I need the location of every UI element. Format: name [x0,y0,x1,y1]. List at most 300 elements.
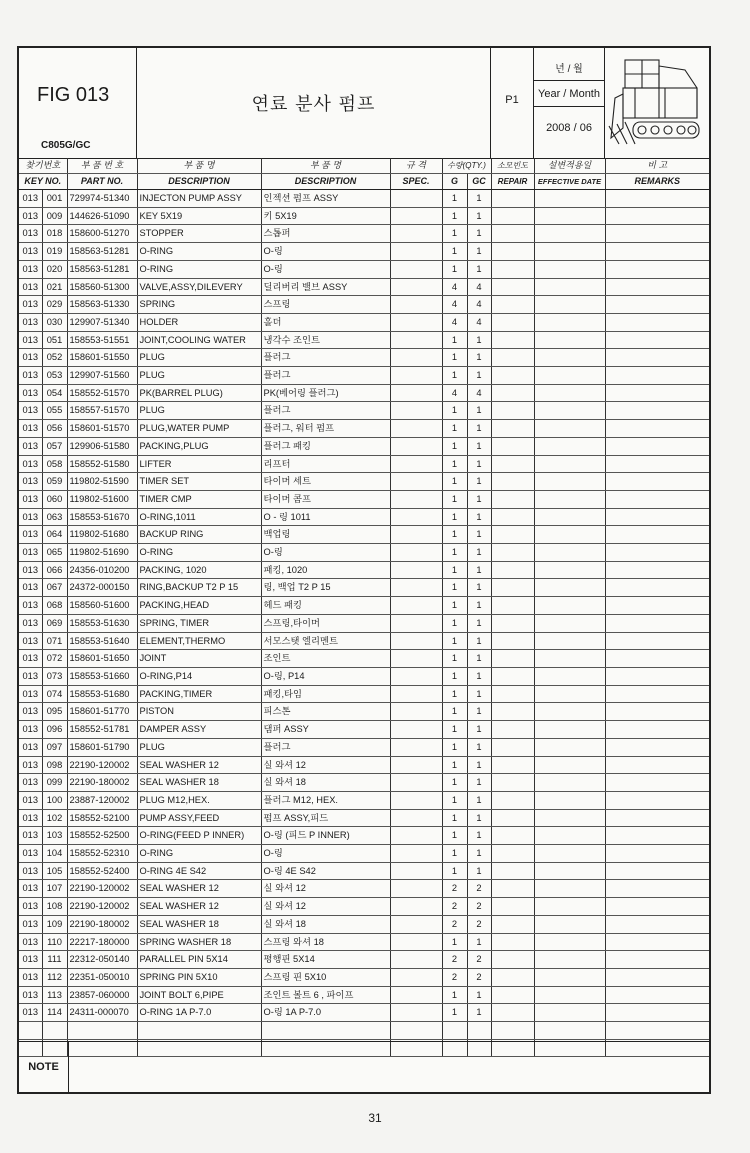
effective-date [534,667,605,685]
part-number: 158553-51551 [67,331,137,349]
description-en: PACKING,HEAD [137,597,261,615]
description-en: JOINT [137,650,261,668]
spec [390,809,442,827]
repair [491,207,534,225]
effective-date [534,968,605,986]
key-number: 072 [42,650,67,668]
qty-gc: 4 [467,313,491,331]
qty-g: 4 [442,296,467,314]
qty-gc: 1 [467,561,491,579]
key-group: 013 [19,526,42,544]
effective-date [534,190,605,208]
col-part-no-ko: 부 품 번 호 [67,158,137,174]
table-row [19,490,709,508]
description-en: LIFTER [137,455,261,473]
remarks [605,207,709,225]
remarks [605,331,709,349]
effective-date [534,490,605,508]
col-qty-ko: 수량(QTY.) [442,158,491,174]
key-group: 013 [19,561,42,579]
qty-g: 1 [442,544,467,562]
part-number: 144626-51090 [67,207,137,225]
table-row [19,721,709,739]
repair [491,915,534,933]
description-en: PLUG [137,402,261,420]
key-group: 013 [19,207,42,225]
remarks [605,614,709,632]
machine-illustration [605,48,709,158]
description-en: O-RING [137,544,261,562]
key-group: 013 [19,544,42,562]
description-en: HOLDER [137,313,261,331]
description-ko: 백업링 [261,526,390,544]
spec [390,384,442,402]
key-number: 064 [42,526,67,544]
repair [491,455,534,473]
effective-date [534,862,605,880]
qty-gc: 1 [467,614,491,632]
key-number: 065 [42,544,67,562]
year-month-cell [534,48,605,158]
spec [390,951,442,969]
effective-date [534,597,605,615]
part-number: 22190-180002 [67,915,137,933]
key-group: 013 [19,933,42,951]
key-group: 013 [19,243,42,261]
effective-date [534,1022,605,1040]
table-row [19,243,709,261]
qty-gc: 2 [467,915,491,933]
key-number: 068 [42,597,67,615]
effective-date [534,827,605,845]
col-key-en: KEY NO. [19,174,67,190]
qty-g: 1 [442,597,467,615]
key-group [19,1022,42,1040]
qty-gc: 1 [467,650,491,668]
description-ko: 플러그 [261,349,390,367]
qty-g: 2 [442,951,467,969]
qty-g: 1 [442,845,467,863]
key-number: 096 [42,721,67,739]
qty-gc: 2 [467,898,491,916]
description-en: PLUG,WATER PUMP [137,420,261,438]
spec [390,738,442,756]
col-desc-en: DESCRIPTION [137,174,261,190]
remarks [605,190,709,208]
col-desc-ko: 부 품 명 [137,158,261,174]
key-number: 114 [42,1004,67,1022]
description-en: TIMER CMP [137,490,261,508]
table-row [19,862,709,880]
qty-g: 1 [442,933,467,951]
table-row [19,349,709,367]
spec [390,898,442,916]
spec [390,968,442,986]
effective-date [534,402,605,420]
spec [390,367,442,385]
spec [390,597,442,615]
key-number: 113 [42,986,67,1004]
description-ko: 패킹, 1020 [261,561,390,579]
description-en: SEAL WASHER 12 [137,880,261,898]
key-number: 058 [42,455,67,473]
effective-date [534,260,605,278]
description-ko: 플러그, 워터 펌프 [261,420,390,438]
key-number: 055 [42,402,67,420]
repair [491,738,534,756]
key-group: 013 [19,367,42,385]
description-en: INJECTON PUMP ASSY [137,190,261,208]
description-en: KEY 5X19 [137,207,261,225]
description-ko: 조인트 [261,650,390,668]
remarks [605,827,709,845]
description-ko: 실 와셔 12 [261,898,390,916]
qty-gc: 1 [467,526,491,544]
effective-date [534,296,605,314]
key-group: 013 [19,968,42,986]
key-number: 057 [42,437,67,455]
qty-g: 1 [442,774,467,792]
key-group: 013 [19,721,42,739]
description-en: SPRING, TIMER [137,614,261,632]
repair [491,650,534,668]
description-en: STOPPER [137,225,261,243]
table-row [19,402,709,420]
key-group: 013 [19,579,42,597]
part-number: 129906-51580 [67,437,137,455]
note-label: NOTE [19,1042,69,1093]
effective-date [534,225,605,243]
table-row [19,809,709,827]
remarks [605,420,709,438]
part-number: 119802-51690 [67,544,137,562]
repair [491,508,534,526]
effective-date [534,278,605,296]
description-en: PLUG M12,HEX. [137,791,261,809]
table-row [19,437,709,455]
qty-g [442,1022,467,1040]
effective-date [534,420,605,438]
description-en: SPRING PIN 5X10 [137,968,261,986]
part-number: 729974-51340 [67,190,137,208]
description-ko: O-링 1A P-7.0 [261,1004,390,1022]
spec [390,862,442,880]
qty-gc: 1 [467,579,491,597]
qty-gc: 1 [467,331,491,349]
assembly-title: 연료 분사 펌프 [251,94,376,115]
table-row [19,296,709,314]
description-en: O-RING [137,243,261,261]
description-ko: O-링 [261,243,390,261]
description-ko: 실 와셔 12 [261,880,390,898]
remarks [605,933,709,951]
qty-gc: 1 [467,827,491,845]
qty-gc [467,1022,491,1040]
spec [390,1022,442,1040]
remarks [605,526,709,544]
key-group: 013 [19,296,42,314]
col-qty-gc-en: GC [467,174,491,190]
repair [491,685,534,703]
key-number: 051 [42,331,67,349]
qty-g: 4 [442,278,467,296]
key-number: 066 [42,561,67,579]
remarks [605,437,709,455]
description-ko: 스프링 와셔 18 [261,933,390,951]
repair [491,951,534,969]
col-desc2-en: DESCRIPTION [261,174,390,190]
col-qty-g-en: G [442,174,467,190]
remarks [605,544,709,562]
note-section [19,1041,709,1093]
qty-gc: 1 [467,260,491,278]
repair [491,667,534,685]
qty-g: 1 [442,402,467,420]
qty-gc: 2 [467,880,491,898]
key-group: 013 [19,915,42,933]
key-group: 013 [19,756,42,774]
table-row [19,685,709,703]
spec [390,632,442,650]
qty-g: 1 [442,349,467,367]
qty-gc: 1 [467,402,491,420]
qty-g: 1 [442,632,467,650]
description-en: JOINT BOLT 6,PIPE [137,986,261,1004]
spec [390,296,442,314]
spec [390,614,442,632]
part-number: 22190-120002 [67,756,137,774]
table-row [19,632,709,650]
remarks [605,774,709,792]
spec [390,508,442,526]
qty-gc: 1 [467,862,491,880]
spec [390,526,442,544]
key-number [42,1022,67,1040]
description-ko: 플러그 [261,367,390,385]
remarks [605,313,709,331]
part-number: 158552-51580 [67,455,137,473]
table-row [19,597,709,615]
remarks [605,402,709,420]
key-group: 013 [19,951,42,969]
repair [491,1004,534,1022]
repair [491,898,534,916]
key-group: 013 [19,331,42,349]
qty-g: 1 [442,827,467,845]
key-group: 013 [19,508,42,526]
key-number: 067 [42,579,67,597]
qty-g: 1 [442,260,467,278]
repair [491,774,534,792]
description-ko: 패킹,타임 [261,685,390,703]
part-number: 158563-51281 [67,260,137,278]
repair [491,703,534,721]
description-ko: 서모스탯 엘리멘트 [261,632,390,650]
remarks [605,1022,709,1040]
qty-g: 1 [442,614,467,632]
key-number: 100 [42,791,67,809]
spec [390,721,442,739]
description-ko: 타이머 콤프 [261,490,390,508]
qty-g: 1 [442,791,467,809]
remarks [605,561,709,579]
remarks [605,951,709,969]
spec [390,756,442,774]
remarks [605,260,709,278]
qty-gc: 2 [467,968,491,986]
table-row [19,420,709,438]
qty-g: 1 [442,331,467,349]
key-number: 030 [42,313,67,331]
spec [390,278,442,296]
description-en: PISTON [137,703,261,721]
part-number: 22312-050140 [67,951,137,969]
header-row-korean [19,158,709,174]
part-number: 24356-010200 [67,561,137,579]
table-row [19,561,709,579]
repair [491,331,534,349]
qty-g: 1 [442,225,467,243]
page-code-cell [491,48,534,158]
key-number: 098 [42,756,67,774]
description-en: SPRING [137,296,261,314]
repair [491,225,534,243]
description-ko: O-링 [261,845,390,863]
description-ko: O-링 [261,544,390,562]
effective-date [534,207,605,225]
qty-gc: 1 [467,508,491,526]
table-row [19,526,709,544]
remarks [605,278,709,296]
description-ko: 링, 백업 T2 P 15 [261,579,390,597]
description-en: O-RING,1011 [137,508,261,526]
key-group: 013 [19,809,42,827]
part-number: 158601-51650 [67,650,137,668]
remarks [605,880,709,898]
table-row [19,260,709,278]
qty-g: 1 [442,455,467,473]
spec [390,349,442,367]
description-ko: 스프링 핀 5X10 [261,968,390,986]
repair [491,190,534,208]
table-row [19,915,709,933]
col-key-ko: 찾기번호 [19,158,67,174]
spec [390,845,442,863]
description-en: PUMP ASSY,FEED [137,809,261,827]
effective-date [534,455,605,473]
qty-g: 1 [442,473,467,491]
description-ko: 리프터 [261,455,390,473]
fig-cell [19,48,137,158]
part-number: 158557-51570 [67,402,137,420]
effective-date [534,809,605,827]
effective-date [534,845,605,863]
repair [491,260,534,278]
qty-g: 2 [442,968,467,986]
qty-gc: 4 [467,296,491,314]
key-group: 013 [19,986,42,1004]
table-row [19,278,709,296]
key-number: 053 [42,367,67,385]
part-number: 119802-51680 [67,526,137,544]
qty-g: 1 [442,367,467,385]
key-number: 097 [42,738,67,756]
remarks [605,579,709,597]
repair [491,597,534,615]
key-number: 099 [42,774,67,792]
effective-date [534,685,605,703]
remarks [605,473,709,491]
description-ko: 피스톤 [261,703,390,721]
qty-g: 1 [442,526,467,544]
remarks [605,225,709,243]
description-en: TIMER SET [137,473,261,491]
key-number: 103 [42,827,67,845]
description-ko: O-링 4E S42 [261,862,390,880]
part-number: 129907-51340 [67,313,137,331]
description-ko: 냉각수 조인트 [261,331,390,349]
table-row [19,508,709,526]
repair [491,986,534,1004]
table-row [19,473,709,491]
description-en: SEAL WASHER 12 [137,898,261,916]
part-number: 23887-120002 [67,791,137,809]
part-number: 158552-52400 [67,862,137,880]
qty-gc: 1 [467,597,491,615]
qty-g: 1 [442,809,467,827]
remarks [605,685,709,703]
key-group: 013 [19,225,42,243]
qty-gc: 1 [467,367,491,385]
qty-gc: 1 [467,933,491,951]
qty-gc: 1 [467,756,491,774]
effective-date [534,703,605,721]
part-number: 119802-51590 [67,473,137,491]
repair [491,880,534,898]
table-row [19,544,709,562]
key-number: 018 [42,225,67,243]
sheet-header [19,48,709,159]
qty-gc: 1 [467,349,491,367]
part-number: 22190-120002 [67,898,137,916]
description-ko: 홀더 [261,313,390,331]
remarks [605,490,709,508]
remarks [605,845,709,863]
key-number: 021 [42,278,67,296]
repair [491,933,534,951]
key-number: 107 [42,880,67,898]
description-ko: 키 5X19 [261,207,390,225]
description-ko: 스프링,타이머 [261,614,390,632]
parts-body [19,190,709,1057]
part-number: 158601-51770 [67,703,137,721]
parts-table [19,158,709,1057]
description-ko: 헤드 패킹 [261,597,390,615]
effective-date [534,384,605,402]
description-en: O-RING,P14 [137,667,261,685]
effective-date [534,933,605,951]
repair [491,367,534,385]
part-number: 158560-51300 [67,278,137,296]
description-en: O-RING 1A P-7.0 [137,1004,261,1022]
key-group: 013 [19,437,42,455]
spec [390,402,442,420]
table-row [19,933,709,951]
key-group: 013 [19,774,42,792]
description-en: O-RING(FEED P INNER) [137,827,261,845]
repair [491,278,534,296]
remarks [605,384,709,402]
